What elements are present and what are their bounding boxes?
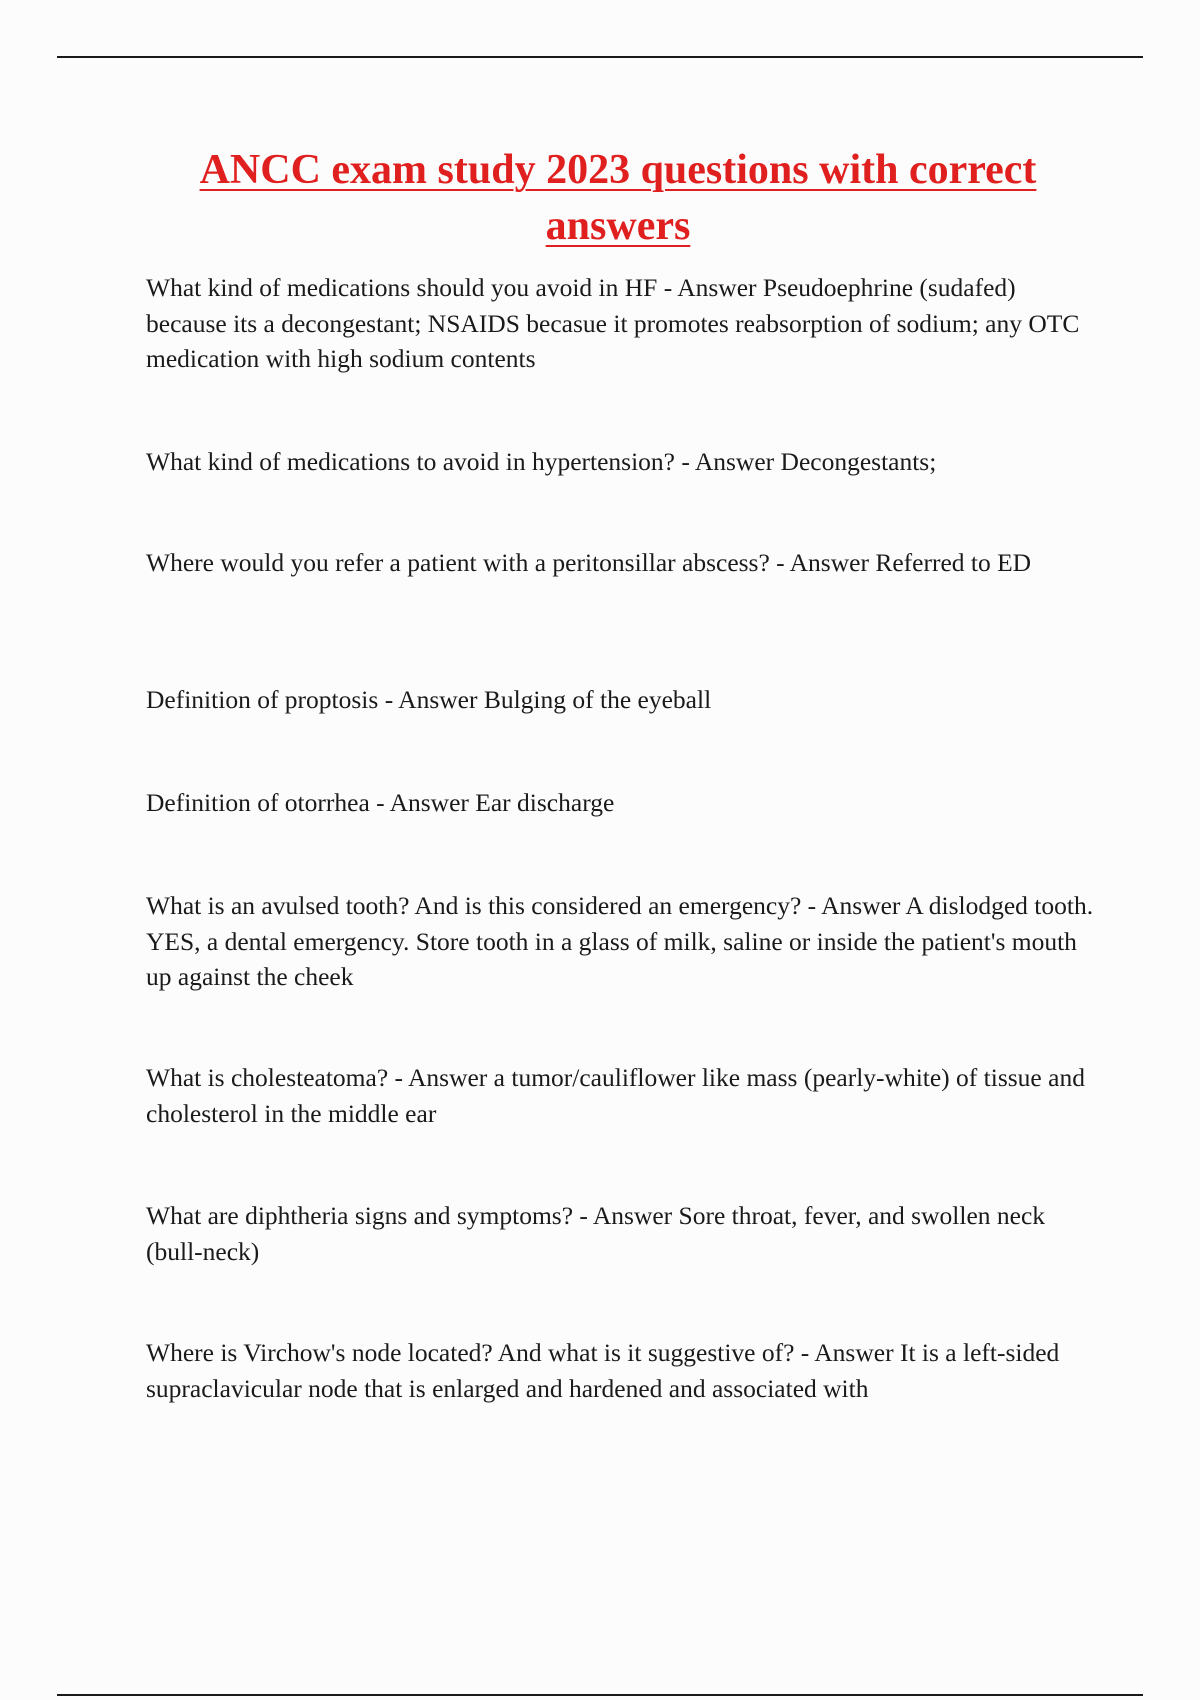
- bottom-rule: [57, 1694, 1143, 1696]
- qa-item: What kind of medications to avoid in hypertension? - Answer Decongestants;: [146, 447, 937, 476]
- qa-item: What kind of medications should you avoid in HF - Answer Pseudoephrine (sudafed) because its a decongestant; NSAIDS becasue it promotes reabsorption of sodium; any OTC medication with high sodium contents: [146, 273, 1080, 373]
- qa-item: What are diphtheria signs and symptoms? - Answer Sore throat, fever, and swollen neck (bull-neck): [146, 1201, 1046, 1266]
- qa-item: Where would you refer a patient with a peritonsillar abscess? - Answer Referred to ED: [146, 548, 1032, 577]
- qa-item: Definition of otorrhea - Answer Ear discharge: [146, 788, 615, 817]
- document-title: ANCC exam study 2023 questions with correct answers: [199, 147, 1037, 249]
- top-rule: [57, 56, 1143, 58]
- qa-item: What is cholesteatoma? - Answer a tumor/cauliflower like mass (pearly-white) of tissue and cholesterol in the middle ear: [146, 1063, 1085, 1128]
- qa-item: Definition of proptosis - Answer Bulging of the eyeball: [146, 685, 712, 714]
- qa-item: Where is Virchow's node located? And what is it suggestive of? - Answer It is a left-sided supraclavicular node that is enlarged and hardened and associated with: [146, 1338, 1060, 1403]
- qa-item: What is an avulsed tooth? And is this considered an emergency? - Answer A dislodged tooth. YES, a dental emergency. Store tooth in a glass of milk, saline or inside the patient's mouth up against the cheek: [146, 891, 1094, 991]
